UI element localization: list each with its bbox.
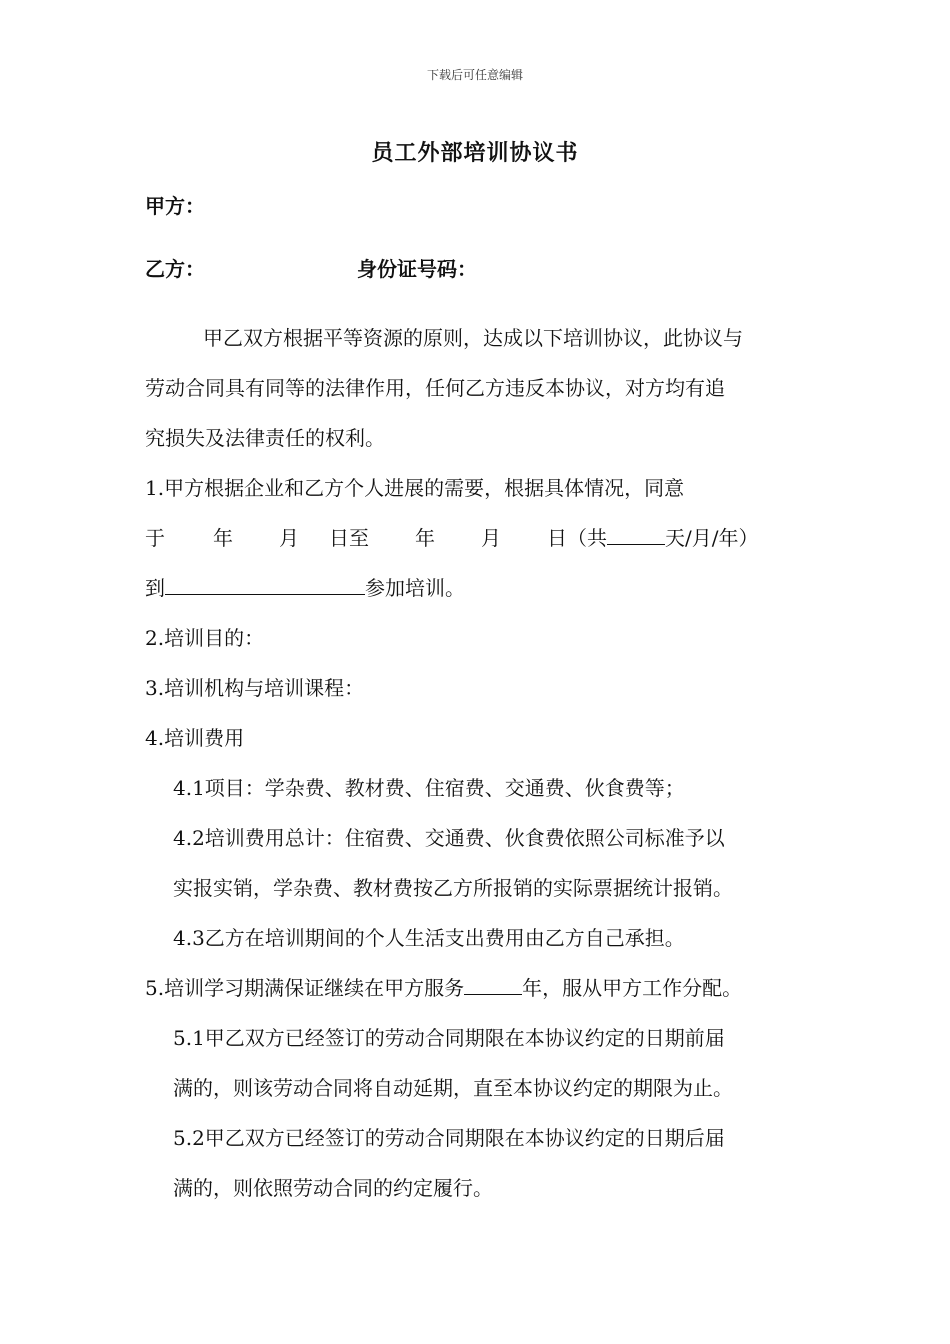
clause-5-before: 5.培训学习期满保证继续在甲方服务	[145, 976, 465, 1000]
intro-line-2: 劳动合同具有同等的法律作用，任何乙方违反本协议，对方均有追	[145, 376, 725, 400]
party-b-label: 乙方：	[145, 257, 205, 281]
clause-4: 4.培训费用	[145, 726, 245, 750]
document-title: 员工外部培训协议书	[371, 140, 579, 166]
clause-1-line-1: 1.甲方根据企业和乙方个人进展的需要，根据具体情况，同意	[145, 476, 685, 500]
clause-5-1-line-2: 满的，则该劳动合同将自动延期，直至本协议约定的期限为止。	[173, 1076, 733, 1100]
date-part-yu: 于	[145, 526, 165, 550]
clause-4-2-line-1: 4.2培训费用总计：住宿费、交通费、伙食费依照公司标准予以	[173, 826, 725, 850]
id-number-label: 身份证号码：	[357, 257, 477, 281]
date-part-month-end: 月	[481, 526, 501, 550]
date-part-year-end: 年	[415, 526, 435, 550]
clause-1-date-line	[145, 524, 758, 552]
date-part-month-start: 月	[279, 526, 299, 550]
date-part-unit: 天/月/年）	[665, 526, 759, 550]
clause-5	[145, 974, 742, 1002]
clause-4-3: 4.3乙方在培训期间的个人生活支出费用由乙方自己承担。	[173, 926, 685, 950]
to-label: 到	[145, 576, 165, 600]
intro-line-1: 甲乙双方根据平等资源的原则，达成以下培训协议，此协议与	[203, 326, 743, 350]
clause-5-1-line-1: 5.1甲乙双方已经签订的劳动合同期限在本协议约定的日期前届	[173, 1026, 725, 1050]
party-a-label: 甲方：	[145, 194, 205, 218]
clause-1-location-line	[145, 574, 465, 602]
training-location-blank[interactable]	[165, 574, 365, 595]
clause-5-2-line-1: 5.2甲乙双方已经签订的劳动合同期限在本协议约定的日期后届	[173, 1126, 725, 1150]
service-years-blank[interactable]	[464, 974, 522, 995]
date-part-day-total: 日（共	[547, 526, 607, 550]
date-part-day-to: 日至	[329, 526, 369, 550]
date-part-year-start: 年	[213, 526, 233, 550]
duration-blank[interactable]	[607, 524, 665, 545]
intro-line-3: 究损失及法律责任的权利。	[145, 426, 385, 450]
clause-5-after: 年，服从甲方工作分配。	[522, 976, 743, 1000]
clause-4-2-line-2: 实报实销，学杂费、教材费按乙方所报销的实际票据统计报销。	[173, 876, 733, 900]
attend-label: 参加培训。	[365, 576, 465, 600]
header-note: 下载后可任意编辑	[426, 68, 523, 82]
clause-4-1: 4.1项目：学杂费、教材费、住宿费、交通费、伙食费等；	[173, 776, 685, 800]
clause-3: 3.培训机构与培训课程：	[145, 676, 365, 700]
clause-2: 2.培训目的：	[145, 626, 265, 650]
clause-5-2-line-2: 满的，则依照劳动合同的约定履行。	[173, 1176, 493, 1200]
